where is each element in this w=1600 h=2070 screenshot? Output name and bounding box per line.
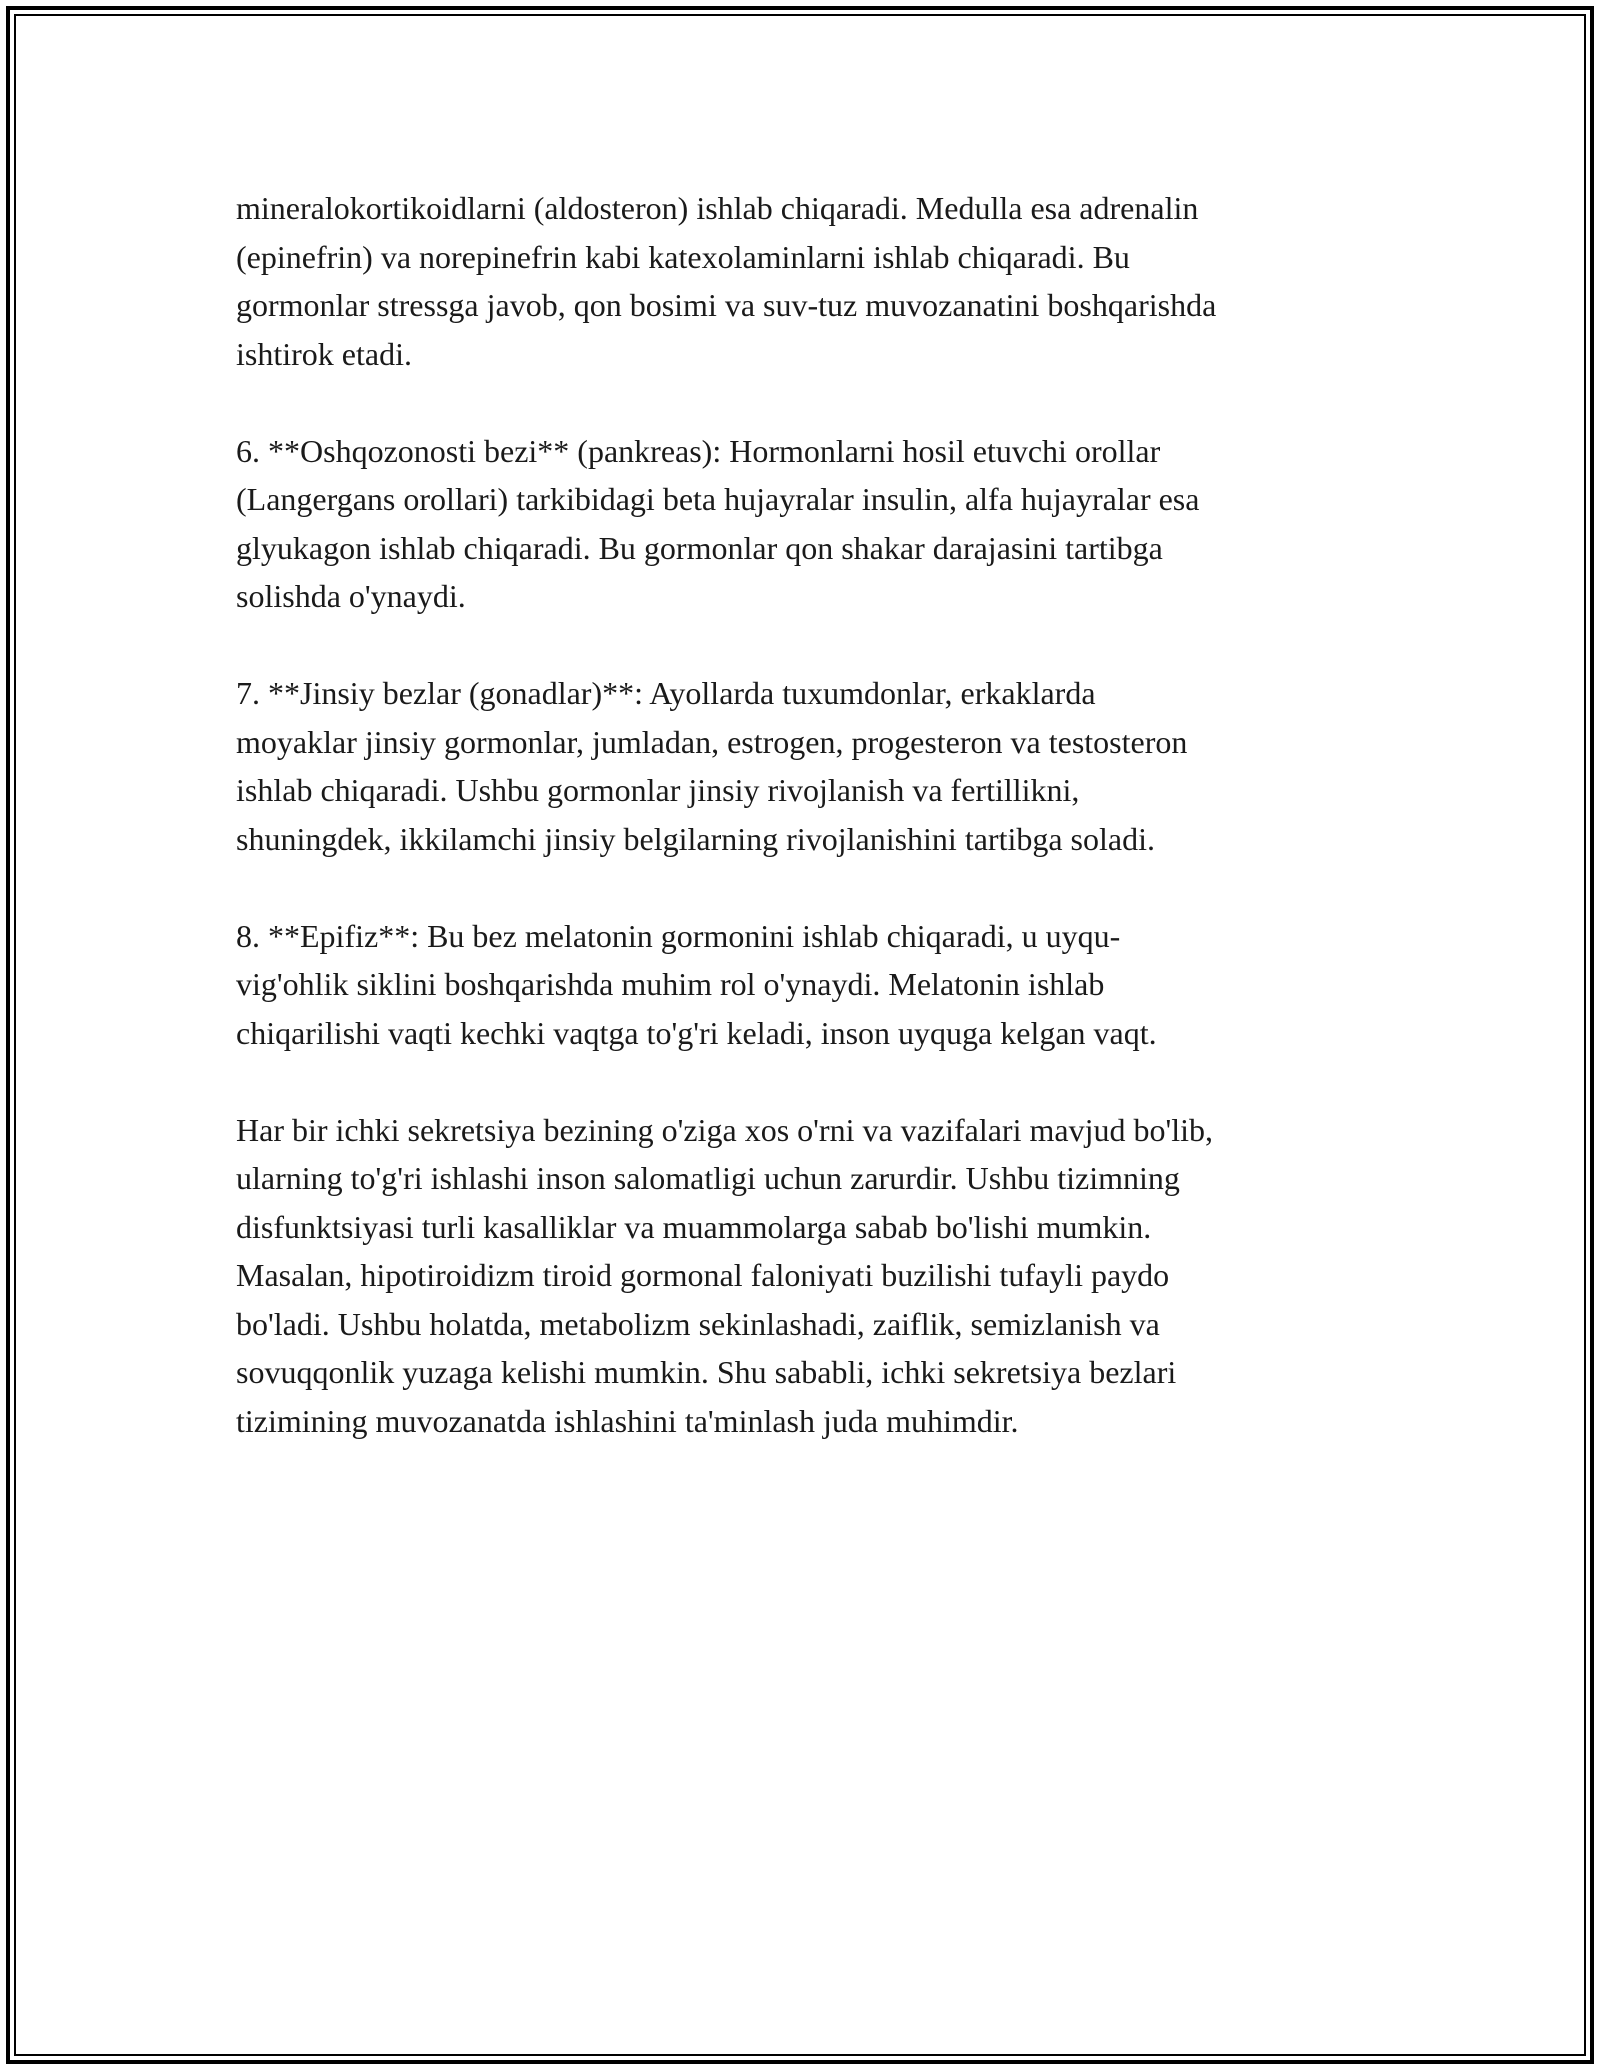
text-line: Masalan, hipotiroidizm tiroid gormonal faloniyati buzilishi tufayli paydo [236, 1257, 1170, 1293]
document-body [236, 184, 1376, 1494]
text-line: gormonlar stressga javob, qon bosimi va suv-tuz muvozanatini boshqarishda [236, 287, 1217, 323]
text-line: moyaklar jinsiy gormonlar, jumladan, estrogen, progesteron va testosteron [236, 723, 1188, 760]
paragraph-item-6-pancreas [236, 427, 1376, 621]
text-line: chiqarilishi vaqti kechki vaqtga to'g'ri keladi, inson uyquga kelgan vaqt. [236, 1014, 1157, 1051]
text-line: ishtirok etadi. [236, 335, 412, 372]
text-line: solishda o'ynaydi. [236, 578, 466, 614]
text-line: glyukagon ishlab chiqaradi. Bu gormonlar qon shakar darajasini tartibga [236, 529, 1163, 566]
text-line: 8. **Epifiz**: Bu bez melatonin gormonini ishlab chiqaradi, u uyqu- [236, 917, 1121, 954]
text-line: (epinefrin) va norepinefrin kabi katexolaminlarni ishlab chiqaradi. Bu [236, 238, 1130, 275]
paragraph-item-8-epiphysis [236, 912, 1376, 1058]
paragraph-adrenal-continuation [236, 184, 1376, 378]
paragraph-item-7-gonads [236, 669, 1376, 863]
text-line: 6. **Oshqozonosti bezi** (pankreas): Hormonlarni hosil etuvchi orollar [236, 432, 1161, 469]
paragraph-conclusion [236, 1106, 1376, 1446]
text-line: mineralokortikoidlarni (aldosteron) ishlab chiqaradi. Medulla esa adrenalin [236, 190, 1199, 226]
text-line: (Langergans orollari) tarkibidagi beta hujayralar insulin, alfa hujayralar esa [236, 481, 1200, 517]
text-line: ularning to'g'ri ishlashi inson salomatligi uchun zarurdir. Ushbu tizimning [236, 1160, 1180, 1196]
text-line: tizimining muvozanatda ishlashini ta'minlash juda muhimdir. [236, 1402, 1019, 1439]
text-line: Har bir ichki sekretsiya bezining o'ziga xos o'rni va vazifalari mavjud bo'lib, [236, 1111, 1213, 1148]
text-line: vig'ohlik siklini boshqarishda muhim rol o'ynaydi. Melatonin ishlab [236, 966, 1105, 1002]
text-line: disfunktsiyasi turli kasalliklar va muammolarga sabab bo'lishi mumkin. [236, 1208, 1152, 1245]
text-line: sovuqqonlik yuzaga kelishi mumkin. Shu sababli, ichki sekretsiya bezlari [236, 1354, 1177, 1390]
text-line: shuningdek, ikkilamchi jinsiy belgilarning rivojlanishini tartibga soladi. [236, 820, 1155, 857]
text-line: bo'ladi. Ushbu holatda, metabolizm sekinlashadi, zaiflik, semizlanish va [236, 1305, 1160, 1342]
text-line: 7. **Jinsiy bezlar (gonadlar)**: Ayollarda tuxumdonlar, erkaklarda [236, 675, 1096, 711]
text-line: ishlab chiqaradi. Ushbu gormonlar jinsiy rivojlanish va fertillikni, [236, 772, 1080, 808]
